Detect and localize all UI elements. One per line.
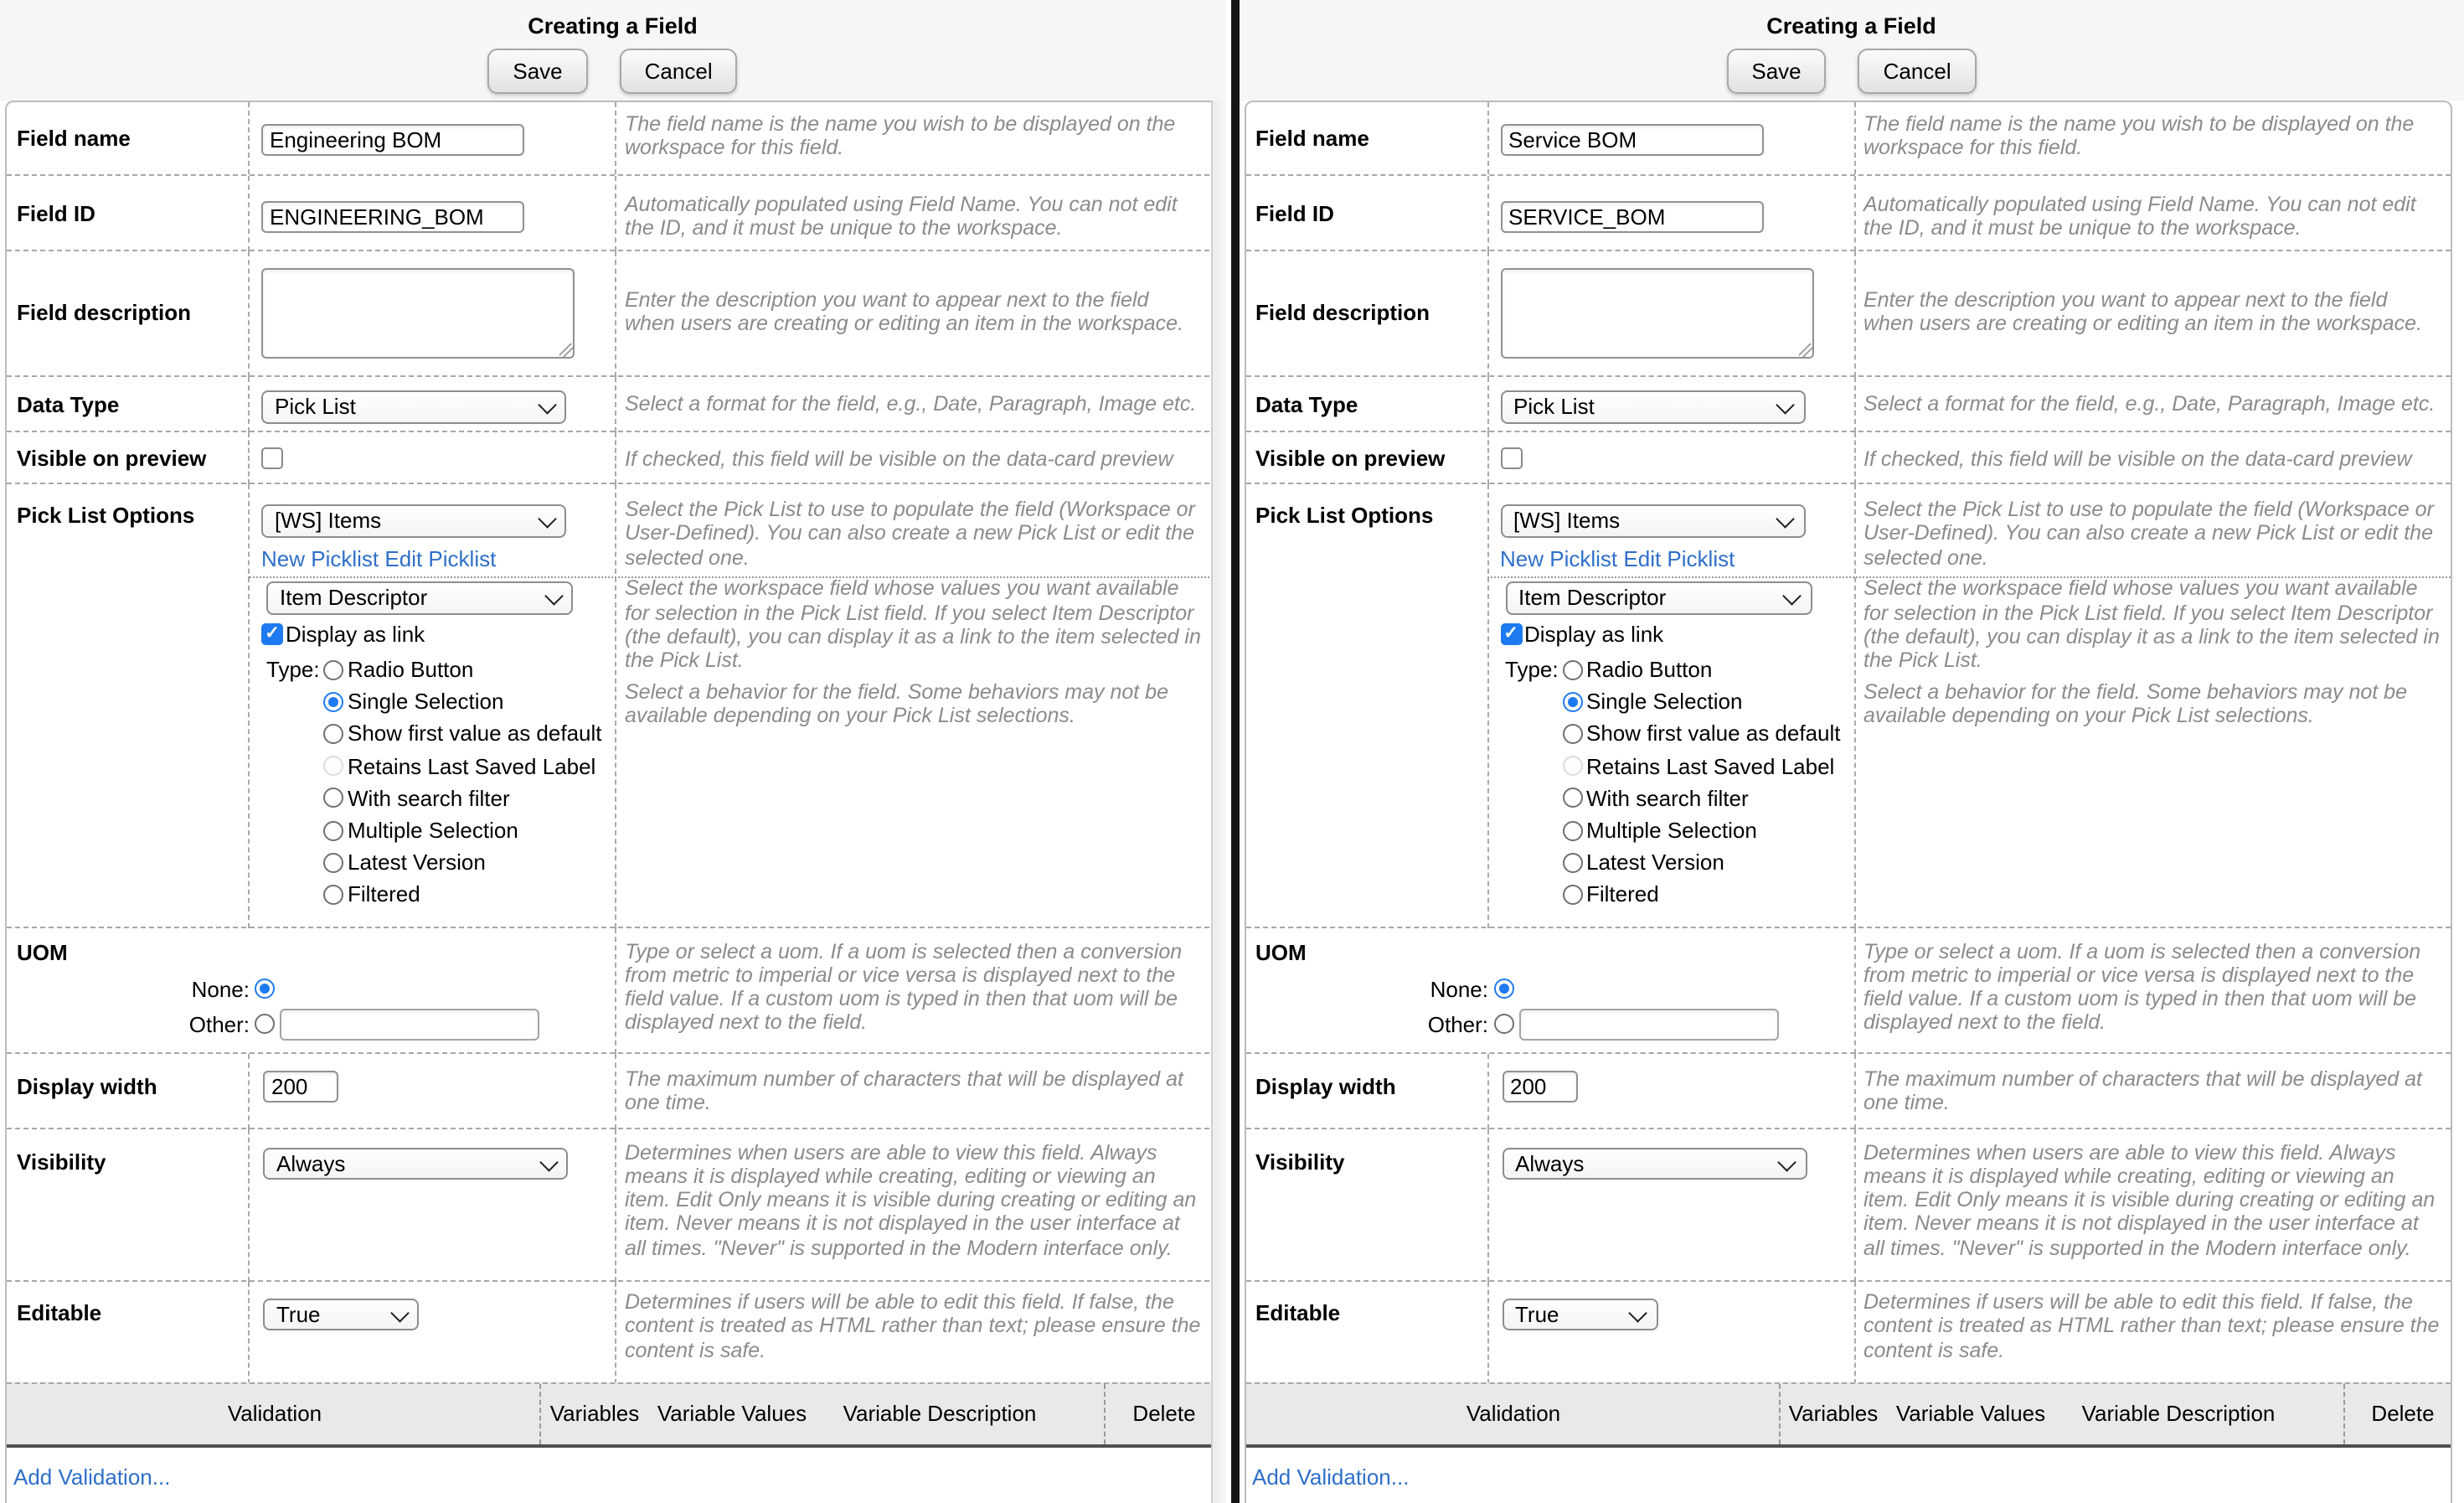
creating-field-panel (1239, 0, 2464, 1503)
row-data-type (7, 374, 1225, 432)
column-divider (248, 432, 250, 484)
radio-label: With search filter (348, 785, 510, 811)
column-divider (1487, 102, 1488, 174)
radio-icon[interactable] (323, 885, 343, 905)
column-divider (1853, 1129, 1855, 1281)
pick-list-options-description (625, 498, 1204, 736)
validation-header-variable-values: Variable Values (1895, 1400, 2046, 1425)
picklist-source-value: [WS] Items (275, 508, 382, 534)
row-pick-list-options (7, 483, 1225, 927)
column-divider (615, 1129, 616, 1281)
chevron-down-icon (1778, 1152, 1796, 1170)
validation-table-header (7, 1382, 1225, 1447)
workspace-field-select[interactable] (1505, 581, 1812, 614)
row-visible-on-preview (1245, 431, 2450, 484)
workspace-field-select[interactable] (266, 581, 573, 614)
chevron-down-icon (538, 509, 555, 527)
radio-icon[interactable] (1562, 820, 1582, 840)
visible-on-preview-label: Visible on preview (1255, 446, 1446, 471)
visibility-description: Determines when users are able to view this field. Always means it is displayed while creating, editing or viewing an item. Edit Only means it is visible during creating or editing an item. Never means it is not displayed in the user interface at all times. "Never" is supported in the Modern interface only. (625, 1140, 1197, 1259)
panel-header (0, 0, 1225, 101)
visibility-label: Visibility (17, 1149, 106, 1174)
field-id-description: Automatically populated using Field Name. You can not edit the ID, and it must be unique to the workspace. (1863, 193, 2416, 240)
resize-grip-icon[interactable] (1798, 343, 1812, 356)
display-as-link-checkbox[interactable] (261, 622, 283, 644)
field-description-description: Enter the description you want to appear next to the field when users are creating or editing an item in the workspace. (1863, 288, 2423, 336)
row-field-name (1245, 102, 2450, 174)
display-as-link-label: Display as link (286, 621, 425, 646)
picklist-type-radio-multiple-selection[interactable] (323, 814, 602, 846)
radio-icon[interactable] (1562, 885, 1582, 905)
field-description-label: Field description (17, 300, 192, 325)
picklist-type-radio-retains-last-saved-label[interactable] (323, 750, 602, 782)
visible-on-preview-description: If checked, this field will be visible on the data-card preview (625, 447, 1173, 470)
data-type-value: Pick List (275, 394, 356, 420)
display-width-label: Display width (1255, 1073, 1396, 1098)
row-editable (1245, 1279, 2450, 1383)
column-divider (1487, 176, 1488, 251)
radio-icon[interactable] (323, 852, 343, 872)
picklist-links (261, 546, 496, 571)
column-divider (248, 1053, 250, 1129)
column-divider (1487, 432, 1488, 484)
uom-none-option (1245, 976, 1513, 1001)
picklist-type-radio-latest-version[interactable] (323, 846, 602, 878)
field-id-description: Automatically populated using Field Name. You can not edit the ID, and it must be unique to the workspace. (625, 193, 1178, 240)
uom-none-radio[interactable] (255, 979, 275, 999)
radio-dot (1498, 984, 1508, 994)
cancel-button[interactable]: Cancel (1858, 49, 1977, 94)
editable-select[interactable] (1502, 1298, 1657, 1330)
radio-icon[interactable] (1562, 788, 1582, 808)
editable-value: True (1515, 1301, 1559, 1327)
uom-other-input[interactable] (280, 1008, 539, 1040)
visible-on-preview-checkbox[interactable] (1500, 447, 1522, 469)
radio-selected-icon[interactable] (1562, 692, 1582, 712)
vertical-scrollbar[interactable] (1211, 101, 1225, 1503)
action-buttons (1239, 49, 2464, 94)
column-divider (248, 1281, 250, 1383)
edit-picklist-link[interactable]: Edit Picklist (1623, 546, 1735, 571)
validation-header-validation: Validation (227, 1400, 322, 1425)
picklist-type-radio-show-first-value-as-default[interactable] (1562, 718, 1841, 750)
editable-description: Determines if users will be able to edit this field. If false, the content is treated as HTML rather than text; please ensure the content is safe. (1863, 1290, 2440, 1361)
field-name-label: Field name (17, 125, 131, 150)
column-divider (615, 251, 616, 376)
picklist-type-radio-single-selection[interactable] (1562, 685, 1841, 717)
column-divider (1853, 102, 1855, 174)
picklist-type-radio-radio-button[interactable] (323, 653, 602, 685)
field-form-table (5, 101, 1225, 1503)
visible-on-preview-description: If checked, this field will be visible on the data-card preview (1863, 447, 2412, 470)
chevron-down-icon (1776, 395, 1794, 413)
add-validation-link[interactable]: Add Validation... (13, 1464, 171, 1489)
picklist-type-radio-retains-last-saved-label[interactable] (1562, 750, 1841, 782)
column-divider (2343, 1383, 2344, 1444)
row-field-id (7, 174, 1225, 251)
cancel-button[interactable]: Cancel (620, 49, 738, 94)
uom-other-option (7, 1008, 539, 1040)
column-divider (1487, 376, 1488, 432)
picklist-links (1500, 546, 1735, 571)
editable-description: Determines if users will be able to edit this field. If false, the content is treated as HTML rather than text; please ensure the content is safe. (625, 1290, 1201, 1361)
field-form-table (1244, 101, 2451, 1503)
resize-grip-icon[interactable] (559, 343, 573, 356)
workspace-field-value: Item Descriptor (280, 585, 428, 611)
picklist-desc-paragraph: Select the Pick List to use to populate the field (Workspace or User-Defined). You can also create a new Pick List or edit the selected one. (625, 498, 1195, 569)
chevron-down-icon (1776, 509, 1794, 527)
picklist-desc-paragraph: Select the workspace field whose values you want available for selection in the Pick List field. If you select Item Descriptor (the default), you can display it as a link to the item selected in the Pick List. (1863, 576, 2440, 672)
visibility-select[interactable] (263, 1147, 568, 1180)
uom-description: Type or select a uom. If a uom is selected then a conversion from metric to imperial or vice versa is displayed next to the field value. If a custom uom is typed in then that uom will be displayed next to the field. (625, 939, 1183, 1035)
data-type-value: Pick List (1513, 394, 1595, 420)
data-type-label: Data Type (17, 391, 120, 416)
visibility-description: Determines when users are able to view this field. Always means it is displayed while creating, editing or viewing an item. Edit Only means it is visible during creating or editing an item. Never means it is not displayed in the user interface at all times. "Never" is supported in the Modern interface only. (1863, 1140, 2436, 1259)
radio-selected-icon[interactable] (323, 692, 343, 712)
uom-other-radio[interactable] (1493, 1014, 1513, 1034)
uom-none-radio[interactable] (1493, 979, 1513, 999)
row-visible-on-preview (7, 431, 1225, 484)
picklist-source-select[interactable] (1500, 504, 1805, 537)
column-divider (615, 176, 616, 251)
add-validation-link[interactable]: Add Validation... (1252, 1464, 1410, 1489)
picklist-type-radio-multiple-selection[interactable] (1562, 814, 1841, 846)
row-uom (1245, 926, 2450, 1053)
column-divider (1853, 251, 1855, 376)
uom-other-option (1245, 1008, 1778, 1040)
column-divider (1487, 1281, 1488, 1383)
display-as-link-label: Display as link (1524, 621, 1664, 646)
new-picklist-link[interactable]: New Picklist (1500, 546, 1618, 571)
chevron-down-icon (539, 1152, 557, 1170)
pick-list-options-label: Pick List Options (17, 503, 195, 528)
picklist-desc-paragraph: Select the Pick List to use to populate the field (Workspace or User-Defined). You can also create a new Pick List or edit the selected one. (1863, 498, 2434, 569)
validation-add-row (1245, 1450, 2450, 1503)
picklist-desc-paragraph: Select the workspace field whose values you want available for selection in the Pick List field. If you select Item Descriptor (the default), you can display it as a link to the item selected in the Pick List. (625, 576, 1201, 672)
picklist-type-radio-with-search-filter[interactable] (1562, 782, 1841, 814)
uom-none-option (7, 976, 275, 1001)
radio-label: Filtered (1586, 881, 1659, 907)
picklist-type-radio-show-first-value-as-default[interactable] (323, 718, 602, 750)
data-type-description: Select a format for the field, e.g., Date, Paragraph, Image etc. (625, 392, 1197, 416)
validation-header-delete: Delete (1132, 1400, 1196, 1425)
field-description-label: Field description (1255, 300, 1430, 325)
field-id-input[interactable] (1500, 201, 1763, 233)
radio-icon[interactable] (1562, 724, 1582, 744)
display-width-input[interactable] (263, 1071, 338, 1103)
column-divider (1487, 484, 1488, 927)
column-divider (615, 1053, 616, 1129)
column-divider (1853, 432, 1855, 484)
visible-on-preview-checkbox[interactable] (261, 447, 283, 469)
type-label: Type: (1505, 657, 1559, 682)
row-data-type (1245, 374, 2450, 432)
workspace-field-value: Item Descriptor (1518, 585, 1667, 611)
data-type-select[interactable] (261, 390, 566, 423)
column-divider (1487, 251, 1488, 376)
validation-header-variable-values: Variable Values (657, 1400, 807, 1425)
validation-add-row (7, 1450, 1225, 1503)
radio-icon[interactable] (323, 724, 343, 744)
radio-label: Single Selection (1586, 689, 1743, 715)
column-divider (1853, 376, 1855, 432)
radio-label: Show first value as default (1586, 721, 1841, 746)
validation-header-variable-description: Variable Description (843, 1400, 1037, 1425)
save-button[interactable]: Save (487, 49, 587, 94)
chevron-down-icon (390, 1303, 408, 1320)
radio-label: Retains Last Saved Label (1586, 753, 1835, 779)
column-divider (615, 432, 616, 484)
type-label: Type: (266, 657, 320, 682)
picklist-type-group (266, 653, 602, 911)
picklist-type-radio-list (1562, 653, 1841, 911)
display-as-link-option (1500, 621, 1663, 646)
picklist-type-radio-single-selection[interactable] (323, 685, 602, 717)
validation-header-delete: Delete (2371, 1400, 2435, 1425)
radio-icon[interactable] (323, 659, 343, 679)
editable-select[interactable] (263, 1298, 419, 1330)
radio-label: Multiple Selection (348, 818, 518, 844)
picklist-type-radio-filtered[interactable] (1562, 879, 1841, 911)
pick-list-options-description (1863, 498, 2443, 736)
window-separator (1231, 0, 1239, 1503)
editable-label: Editable (1255, 1299, 1341, 1325)
save-button[interactable]: Save (1726, 49, 1826, 94)
check-icon: ✓ (1503, 622, 1518, 643)
chevron-down-icon (1783, 586, 1801, 604)
column-divider (615, 376, 616, 432)
page-title: Creating a Field (1766, 13, 1936, 39)
column-divider (248, 1129, 250, 1281)
uom-none-label: None: (1430, 976, 1488, 1001)
column-divider (1853, 484, 1855, 927)
picklist-type-radio-latest-version[interactable] (1562, 846, 1841, 878)
picklist-type-radio-radio-button[interactable] (1562, 653, 1841, 685)
validation-header-variables: Variables (549, 1400, 640, 1425)
radio-label: Filtered (348, 881, 420, 907)
field-id-input[interactable] (261, 201, 524, 233)
validation-table-header (1245, 1382, 2450, 1447)
column-divider (1104, 1383, 1106, 1444)
column-divider (615, 102, 616, 174)
chevron-down-icon (1629, 1303, 1647, 1320)
picklist-desc-paragraph: Select a behavior for the field. Some behaviors may not be available depending on your Pick List selections. (1863, 679, 2407, 727)
field-name-description: The field name is the name you wish to be displayed on the workspace for this field. (1863, 112, 2415, 160)
data-type-description: Select a format for the field, e.g., Date, Paragraph, Image etc. (1863, 392, 2436, 416)
action-buttons (0, 49, 1225, 94)
field-description-textarea[interactable] (261, 267, 575, 358)
row-display-width (7, 1051, 1225, 1129)
radio-icon[interactable] (323, 788, 343, 808)
page-title: Creating a Field (528, 13, 698, 39)
column-divider (1853, 927, 1855, 1053)
uom-description: Type or select a uom. If a uom is selected then a conversion from metric to imperial or vice versa is displayed next to the field value. If a custom uom is typed in then that uom will be displayed next to the field. (1863, 939, 2421, 1035)
radio-icon[interactable] (323, 820, 343, 840)
column-divider (1853, 1281, 1855, 1383)
row-uom (7, 926, 1225, 1053)
column-divider (1487, 1053, 1488, 1129)
editable-value: True (276, 1301, 321, 1327)
radio-label: With search filter (1586, 785, 1749, 811)
radio-icon[interactable] (323, 756, 343, 776)
column-divider (1778, 1383, 1780, 1444)
visibility-label: Visibility (1255, 1149, 1345, 1174)
display-width-label: Display width (17, 1073, 157, 1098)
chevron-down-icon (538, 395, 555, 413)
uom-none-label: None: (191, 976, 250, 1001)
radio-label: Show first value as default (348, 721, 602, 746)
visibility-value: Always (276, 1150, 346, 1176)
validation-header-validation: Validation (1466, 1400, 1561, 1425)
edit-picklist-link[interactable]: Edit Picklist (384, 546, 497, 571)
display-width-description: The maximum number of characters that will be displayed at one time. (625, 1067, 1183, 1114)
radio-label: Single Selection (348, 689, 504, 715)
radio-label: Latest Version (1586, 850, 1724, 875)
picklist-type-radio-with-search-filter[interactable] (323, 782, 602, 814)
column-divider (615, 927, 616, 1053)
display-as-link-option (261, 621, 425, 646)
radio-icon[interactable] (1562, 659, 1582, 679)
row-field-id (1245, 174, 2450, 251)
picklist-source-select[interactable] (261, 504, 566, 537)
uom-other-input[interactable] (1518, 1008, 1778, 1040)
new-picklist-link[interactable]: New Picklist (261, 546, 379, 571)
radio-label: Radio Button (1586, 657, 1713, 683)
column-divider (248, 176, 250, 251)
picklist-type-radio-list (323, 653, 602, 911)
picklist-desc-paragraph: Select a behavior for the field. Some behaviors may not be available depending on your Pick List selections. (625, 679, 1168, 727)
field-name-input[interactable] (1500, 124, 1763, 156)
row-visibility (1245, 1127, 2450, 1281)
picklist-type-radio-filtered[interactable] (323, 879, 602, 911)
row-editable (7, 1279, 1225, 1383)
field-name-description: The field name is the name you wish to be displayed on the workspace for this field. (625, 112, 1176, 160)
field-name-label: Field name (1255, 125, 1369, 150)
column-divider (248, 102, 250, 174)
radio-label: Retains Last Saved Label (348, 753, 596, 779)
uom-other-label: Other: (1427, 1011, 1488, 1036)
visibility-select[interactable] (1502, 1147, 1807, 1180)
uom-label: UOM (1255, 939, 1307, 964)
field-id-label: Field ID (17, 201, 95, 226)
check-icon: ✓ (265, 622, 280, 643)
pick-list-options-label: Pick List Options (1255, 503, 1434, 528)
picklist-source-value: [WS] Items (1513, 508, 1621, 534)
row-field-description (1245, 250, 2450, 376)
row-pick-list-options (1245, 483, 2450, 927)
row-display-width (1245, 1051, 2450, 1129)
editable-label: Editable (17, 1299, 102, 1325)
data-type-select[interactable] (1500, 390, 1805, 423)
creating-field-panel (0, 0, 1225, 1503)
radio-label: Latest Version (348, 850, 486, 875)
radio-icon[interactable] (1562, 852, 1582, 872)
data-type-label: Data Type (1255, 391, 1358, 416)
field-id-label: Field ID (1255, 201, 1334, 226)
display-as-link-checkbox[interactable] (1500, 622, 1522, 644)
column-divider (615, 1281, 616, 1383)
column-divider (615, 484, 616, 927)
row-visibility (7, 1127, 1225, 1281)
field-description-textarea[interactable] (1500, 267, 1813, 358)
display-width-input[interactable] (1502, 1071, 1577, 1103)
uom-label: UOM (17, 939, 68, 964)
panel-header (1239, 0, 2464, 101)
radio-icon[interactable] (1562, 756, 1582, 776)
column-divider (1487, 1129, 1488, 1281)
column-divider (1853, 1053, 1855, 1129)
uom-other-radio[interactable] (255, 1014, 275, 1034)
radio-label: Radio Button (348, 657, 474, 683)
display-width-description: The maximum number of characters that will be displayed at one time. (1863, 1067, 2422, 1114)
validation-header-variable-description: Variable Description (2081, 1400, 2276, 1425)
visible-on-preview-label: Visible on preview (17, 446, 207, 471)
column-divider (248, 251, 250, 376)
radio-label: Multiple Selection (1586, 818, 1757, 844)
chevron-down-icon (544, 586, 562, 604)
column-divider (539, 1383, 541, 1444)
visibility-value: Always (1515, 1150, 1585, 1176)
column-divider (1853, 176, 1855, 251)
field-description-description: Enter the description you want to appear next to the field when users are creating or editing an item in the workspace. (625, 288, 1184, 336)
column-divider (248, 484, 250, 927)
row-field-name (7, 102, 1225, 174)
field-name-input[interactable] (261, 124, 524, 156)
validation-header-variables: Variables (1788, 1400, 1879, 1425)
picklist-type-group (1505, 653, 1841, 911)
uom-other-label: Other: (188, 1011, 250, 1036)
column-divider (248, 376, 250, 432)
radio-dot (260, 984, 270, 994)
row-field-description (7, 250, 1225, 376)
